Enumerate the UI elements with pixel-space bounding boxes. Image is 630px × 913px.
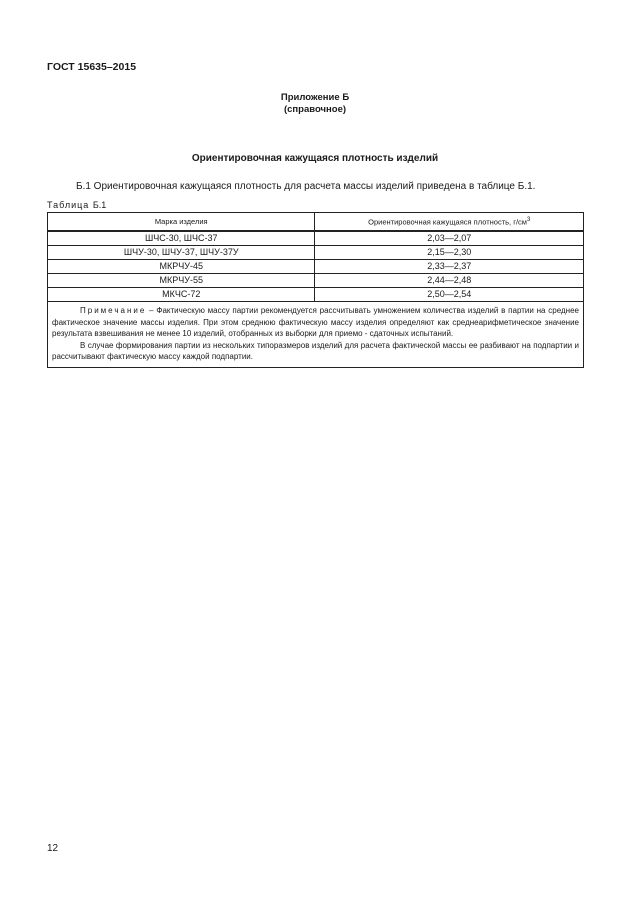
cell-grade: ШЧС-30, ШЧС-37 [48, 231, 315, 246]
table-row [48, 231, 584, 246]
density-table [47, 212, 584, 368]
cell-grade: МКЧС-72 [48, 288, 315, 302]
table-header-row [48, 213, 584, 232]
note-text-1: – Фактическую массу партии рекомендуется рассчитывать умножением количества изделий в партии на среднее фактическое значение массы изделия. При этом среднюю фактическую массу изделия определяют как среднеарифметическое значение результата взвешивания не менее 10 изделий, отобранных из выборки для приемо - сдаточных испытаний. [52, 306, 579, 339]
cell-density: 2,15—2,30 [315, 246, 584, 260]
document-code: ГОСТ 15635–2015 [47, 61, 137, 73]
table-row [48, 246, 584, 260]
appendix-heading [0, 92, 630, 116]
col-header-grade: Марка изделия [48, 213, 315, 232]
cell-density: 2,50—2,54 [315, 288, 584, 302]
appendix-subtitle: (справочное) [283, 104, 347, 115]
table-note [48, 302, 584, 368]
cell-density: 2,44—2,48 [315, 274, 584, 288]
appendix-title: Приложение Б [280, 92, 350, 103]
table-caption [47, 200, 106, 210]
table-caption-number: Б.1 [92, 200, 107, 210]
col-header-density [315, 213, 584, 232]
cell-density: 2,33—2,37 [315, 260, 584, 274]
table-caption-word: Таблица [47, 200, 90, 210]
section-title: Ориентировочная кажущаяся плотность изделий [191, 153, 439, 164]
note-paragraph-1 [52, 305, 579, 340]
note-paragraph-2: В случае формирования партии из нескольких типоразмеров изделий для расчета фактической массы ее разбивают на подпартии и рассчитывают фактическую массу каждой подпартии. [52, 340, 579, 362]
table-row [48, 288, 584, 302]
cell-grade: ШЧУ-30, ШЧУ-37, ШЧУ-37У [48, 246, 315, 260]
cell-grade: МКРЧУ-45 [48, 260, 315, 274]
intro-paragraph: Б.1 Ориентировочная кажущаяся плотность для расчета массы изделий приведена в таблице Б.1. [76, 181, 536, 192]
table-note-row [48, 302, 584, 368]
table-row [48, 274, 584, 288]
cell-density: 2,03—2,07 [315, 231, 584, 246]
page-number: 12 [47, 843, 59, 854]
cell-grade: МКРЧУ-55 [48, 274, 315, 288]
table-row [48, 260, 584, 274]
col-header-density-text: Ориентировочная кажущаяся плотность, г/см [368, 217, 527, 227]
note-label: Примечание [80, 306, 147, 315]
col-header-density-sup: 3 [526, 216, 531, 223]
